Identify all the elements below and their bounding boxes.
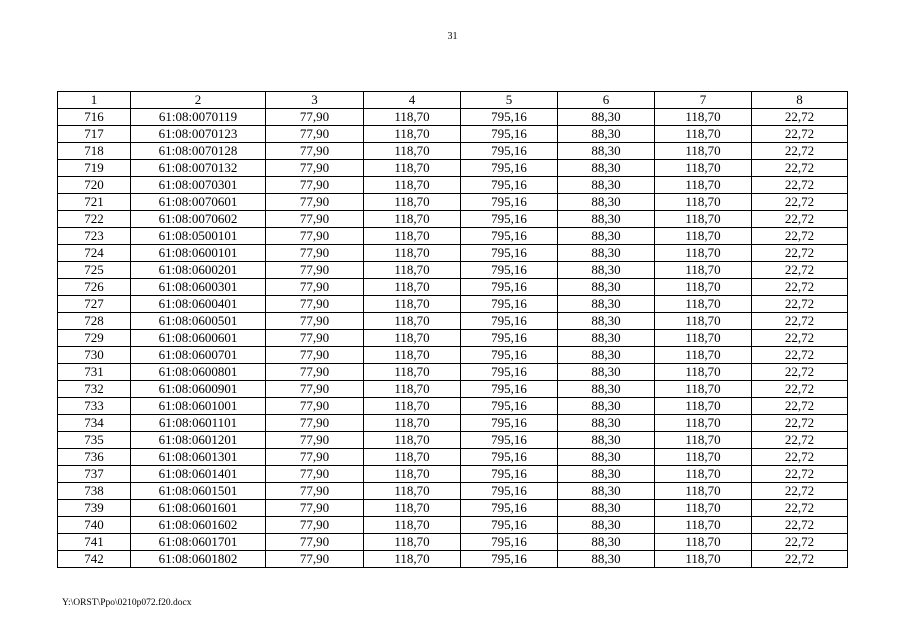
table-row: [58, 534, 848, 551]
table-cell: 742: [58, 551, 131, 568]
table-cell: 118,70: [364, 534, 461, 551]
table-row: [58, 279, 848, 296]
table-cell: 61:08:0070128: [131, 143, 266, 160]
page-number: 31: [447, 31, 458, 42]
table-cell: 61:08:0601301: [131, 449, 266, 466]
table-cell: 22,72: [752, 398, 848, 415]
table-cell: 77,90: [266, 330, 364, 347]
table-cell: 88,30: [558, 415, 655, 432]
table-cell: 118,70: [364, 109, 461, 126]
table-cell: 88,30: [558, 177, 655, 194]
table-cell: 22,72: [752, 296, 848, 313]
table-cell: 88,30: [558, 551, 655, 568]
table-cell: 88,30: [558, 245, 655, 262]
table-cell: 22,72: [752, 415, 848, 432]
table-cell: 118,70: [364, 211, 461, 228]
table-cell: 77,90: [266, 466, 364, 483]
table-cell: 22,72: [752, 432, 848, 449]
table-row: [58, 211, 848, 228]
column-header: 4: [364, 92, 461, 109]
table-cell: 118,70: [655, 160, 752, 177]
table-cell: 22,72: [752, 364, 848, 381]
table-body: [58, 109, 848, 568]
table-cell: 22,72: [752, 313, 848, 330]
table-cell: 77,90: [266, 432, 364, 449]
table-cell: 718: [58, 143, 131, 160]
table-cell: 723: [58, 228, 131, 245]
table-cell: 77,90: [266, 126, 364, 143]
table-cell: 118,70: [655, 245, 752, 262]
table-cell: 22,72: [752, 551, 848, 568]
table-cell: 88,30: [558, 517, 655, 534]
table-cell: 22,72: [752, 109, 848, 126]
table-cell: 61:08:0600301: [131, 279, 266, 296]
table-cell: 118,70: [655, 211, 752, 228]
table-cell: 61:08:0600101: [131, 245, 266, 262]
table-cell: 61:08:0070601: [131, 194, 266, 211]
table-cell: 118,70: [655, 551, 752, 568]
table-cell: 795,16: [461, 279, 558, 296]
column-header: 6: [558, 92, 655, 109]
table-cell: 795,16: [461, 415, 558, 432]
table-cell: 77,90: [266, 398, 364, 415]
table-cell: 61:08:0070132: [131, 160, 266, 177]
table-cell: 795,16: [461, 466, 558, 483]
table-cell: 77,90: [266, 109, 364, 126]
table-cell: 22,72: [752, 126, 848, 143]
table-cell: 118,70: [364, 296, 461, 313]
table-cell: 61:08:0070602: [131, 211, 266, 228]
table-cell: 77,90: [266, 194, 364, 211]
table-cell: 118,70: [655, 143, 752, 160]
table-cell: 61:08:0601602: [131, 517, 266, 534]
table-cell: 118,70: [364, 313, 461, 330]
table-cell: 118,70: [655, 279, 752, 296]
table-cell: 795,16: [461, 228, 558, 245]
table-cell: 22,72: [752, 381, 848, 398]
table-cell: 739: [58, 500, 131, 517]
table-cell: 795,16: [461, 160, 558, 177]
table-cell: 730: [58, 347, 131, 364]
table-cell: 795,16: [461, 517, 558, 534]
table-cell: 88,30: [558, 296, 655, 313]
table-cell: 88,30: [558, 500, 655, 517]
table-cell: 77,90: [266, 415, 364, 432]
table-cell: 795,16: [461, 500, 558, 517]
table-cell: 118,70: [655, 517, 752, 534]
table-row: [58, 177, 848, 194]
table-cell: 61:08:0601501: [131, 483, 266, 500]
table-cell: 77,90: [266, 347, 364, 364]
table-cell: 22,72: [752, 500, 848, 517]
table-cell: 118,70: [364, 143, 461, 160]
table-cell: 735: [58, 432, 131, 449]
table-cell: 741: [58, 534, 131, 551]
table-cell: 719: [58, 160, 131, 177]
table-cell: 61:08:0601001: [131, 398, 266, 415]
table-cell: 22,72: [752, 347, 848, 364]
table-header-row: [58, 92, 848, 109]
table-cell: 118,70: [364, 500, 461, 517]
table-cell: 88,30: [558, 483, 655, 500]
table-cell: 795,16: [461, 551, 558, 568]
table-cell: 118,70: [364, 381, 461, 398]
table-cell: 88,30: [558, 381, 655, 398]
table-cell: 721: [58, 194, 131, 211]
table-cell: 77,90: [266, 364, 364, 381]
table-cell: 737: [58, 466, 131, 483]
table-cell: 731: [58, 364, 131, 381]
table-cell: 77,90: [266, 449, 364, 466]
table-cell: 61:08:0600501: [131, 313, 266, 330]
table-cell: 795,16: [461, 364, 558, 381]
table-cell: 726: [58, 279, 131, 296]
table-cell: 795,16: [461, 245, 558, 262]
table-cell: 795,16: [461, 347, 558, 364]
table-cell: 88,30: [558, 160, 655, 177]
table-cell: 88,30: [558, 466, 655, 483]
table-cell: 795,16: [461, 330, 558, 347]
table-row: [58, 228, 848, 245]
table-cell: 22,72: [752, 211, 848, 228]
table-cell: 118,70: [655, 381, 752, 398]
table-cell: 118,70: [655, 126, 752, 143]
column-header: 1: [58, 92, 131, 109]
table-cell: 720: [58, 177, 131, 194]
table-cell: 118,70: [364, 347, 461, 364]
table-cell: 88,30: [558, 126, 655, 143]
table-cell: 118,70: [364, 262, 461, 279]
table-cell: 77,90: [266, 313, 364, 330]
table-cell: 118,70: [364, 177, 461, 194]
table-cell: 795,16: [461, 381, 558, 398]
table-row: [58, 143, 848, 160]
table-cell: 740: [58, 517, 131, 534]
table-cell: 736: [58, 449, 131, 466]
table-cell: 22,72: [752, 245, 848, 262]
table-cell: 795,16: [461, 211, 558, 228]
table-row: [58, 262, 848, 279]
table-cell: 77,90: [266, 483, 364, 500]
table-row: [58, 551, 848, 568]
table-cell: 722: [58, 211, 131, 228]
table-cell: 118,70: [655, 398, 752, 415]
table-cell: 77,90: [266, 500, 364, 517]
table-cell: 118,70: [364, 415, 461, 432]
table-cell: 77,90: [266, 296, 364, 313]
table-cell: 795,16: [461, 143, 558, 160]
table-row: [58, 194, 848, 211]
table-cell: 118,70: [655, 194, 752, 211]
column-header: 2: [131, 92, 266, 109]
table-cell: 118,70: [364, 160, 461, 177]
table-row: [58, 245, 848, 262]
table-cell: 61:08:0070119: [131, 109, 266, 126]
table-cell: 88,30: [558, 449, 655, 466]
table-row: [58, 398, 848, 415]
table-cell: 795,16: [461, 262, 558, 279]
table-cell: 22,72: [752, 517, 848, 534]
table-cell: 118,70: [655, 109, 752, 126]
column-header: 5: [461, 92, 558, 109]
table-cell: 118,70: [364, 330, 461, 347]
table-cell: 717: [58, 126, 131, 143]
table-cell: 729: [58, 330, 131, 347]
table-cell: 795,16: [461, 534, 558, 551]
table-cell: 118,70: [655, 228, 752, 245]
table-cell: 118,70: [655, 330, 752, 347]
table-row: [58, 364, 848, 381]
table-cell: 734: [58, 415, 131, 432]
table-cell: 795,16: [461, 483, 558, 500]
table-cell: 118,70: [655, 449, 752, 466]
table-cell: 88,30: [558, 194, 655, 211]
table-cell: 118,70: [364, 398, 461, 415]
table-cell: 118,70: [364, 279, 461, 296]
table-row: [58, 330, 848, 347]
table-cell: 77,90: [266, 177, 364, 194]
table-row: [58, 415, 848, 432]
table-cell: 733: [58, 398, 131, 415]
table-cell: 118,70: [364, 432, 461, 449]
table-row: [58, 109, 848, 126]
table-cell: 61:08:0070123: [131, 126, 266, 143]
table-cell: 61:08:0600601: [131, 330, 266, 347]
table-cell: 118,70: [655, 262, 752, 279]
table-cell: 118,70: [655, 347, 752, 364]
table-cell: 61:08:0600701: [131, 347, 266, 364]
table-cell: 77,90: [266, 211, 364, 228]
table-cell: 118,70: [364, 551, 461, 568]
table-cell: 118,70: [655, 483, 752, 500]
table-cell: 118,70: [655, 500, 752, 517]
table-cell: 88,30: [558, 262, 655, 279]
table-cell: 22,72: [752, 534, 848, 551]
table-cell: 88,30: [558, 143, 655, 160]
table-cell: 77,90: [266, 279, 364, 296]
table-cell: 77,90: [266, 517, 364, 534]
table-cell: 88,30: [558, 534, 655, 551]
table-cell: 22,72: [752, 177, 848, 194]
table-cell: 61:08:0600401: [131, 296, 266, 313]
table-cell: 118,70: [364, 517, 461, 534]
table-cell: 77,90: [266, 381, 364, 398]
table-cell: 118,70: [655, 415, 752, 432]
table-cell: 118,70: [655, 432, 752, 449]
table-cell: 77,90: [266, 143, 364, 160]
table-cell: 118,70: [655, 296, 752, 313]
column-header: 8: [752, 92, 848, 109]
table-row: [58, 432, 848, 449]
table-cell: 725: [58, 262, 131, 279]
table-cell: 88,30: [558, 279, 655, 296]
table-cell: 22,72: [752, 330, 848, 347]
table-cell: 22,72: [752, 449, 848, 466]
table-cell: 61:08:0600901: [131, 381, 266, 398]
data-table: [57, 91, 848, 568]
table-cell: 22,72: [752, 143, 848, 160]
footer-file-path: Y:\ORST\Ppo\0210p072.f20.docx: [62, 598, 192, 608]
table-cell: 88,30: [558, 347, 655, 364]
table-cell: 61:08:0601401: [131, 466, 266, 483]
table-cell: 61:08:0600801: [131, 364, 266, 381]
table-cell: 795,16: [461, 313, 558, 330]
table-cell: 118,70: [655, 313, 752, 330]
table-cell: 61:08:0070301: [131, 177, 266, 194]
table-row: [58, 347, 848, 364]
table-cell: 118,70: [364, 466, 461, 483]
table-cell: 795,16: [461, 194, 558, 211]
table-cell: 728: [58, 313, 131, 330]
table-cell: 61:08:0601101: [131, 415, 266, 432]
table-cell: 118,70: [655, 177, 752, 194]
table-cell: 795,16: [461, 296, 558, 313]
table-row: [58, 160, 848, 177]
table-cell: 22,72: [752, 228, 848, 245]
table-row: [58, 313, 848, 330]
table-cell: 22,72: [752, 194, 848, 211]
table-cell: 118,70: [364, 228, 461, 245]
table-cell: 77,90: [266, 551, 364, 568]
table-cell: 795,16: [461, 432, 558, 449]
table-cell: 118,70: [655, 364, 752, 381]
table-cell: 795,16: [461, 109, 558, 126]
table-cell: 77,90: [266, 228, 364, 245]
table-cell: 88,30: [558, 109, 655, 126]
table-cell: 88,30: [558, 432, 655, 449]
table-cell: 795,16: [461, 449, 558, 466]
table-cell: 118,70: [364, 194, 461, 211]
table-row: [58, 296, 848, 313]
table-row: [58, 517, 848, 534]
table-cell: 77,90: [266, 245, 364, 262]
table-cell: 118,70: [364, 483, 461, 500]
table-cell: 88,30: [558, 398, 655, 415]
table-cell: 118,70: [364, 364, 461, 381]
table-cell: 77,90: [266, 534, 364, 551]
table-cell: 118,70: [655, 466, 752, 483]
table-cell: 88,30: [558, 313, 655, 330]
column-header: 7: [655, 92, 752, 109]
table-cell: 77,90: [266, 262, 364, 279]
table-cell: 61:08:0601701: [131, 534, 266, 551]
table-cell: 77,90: [266, 160, 364, 177]
table-cell: 22,72: [752, 279, 848, 296]
table-cell: 118,70: [364, 449, 461, 466]
column-header: 3: [266, 92, 364, 109]
table-cell: 61:08:0601601: [131, 500, 266, 517]
table-cell: 22,72: [752, 160, 848, 177]
table-cell: 738: [58, 483, 131, 500]
table-cell: 795,16: [461, 126, 558, 143]
table-cell: 795,16: [461, 177, 558, 194]
table-cell: 88,30: [558, 211, 655, 228]
table-row: [58, 449, 848, 466]
table-row: [58, 483, 848, 500]
table-cell: 727: [58, 296, 131, 313]
table-cell: 795,16: [461, 398, 558, 415]
table-cell: 61:08:0600201: [131, 262, 266, 279]
table-row: [58, 500, 848, 517]
table-cell: 22,72: [752, 483, 848, 500]
table-cell: 22,72: [752, 466, 848, 483]
table-cell: 724: [58, 245, 131, 262]
table-cell: 22,72: [752, 262, 848, 279]
table-cell: 118,70: [655, 534, 752, 551]
table-cell: 61:08:0500101: [131, 228, 266, 245]
table-cell: 88,30: [558, 228, 655, 245]
table-row: [58, 126, 848, 143]
table-row: [58, 466, 848, 483]
table-cell: 61:08:0601802: [131, 551, 266, 568]
table-cell: 118,70: [364, 126, 461, 143]
table-cell: 732: [58, 381, 131, 398]
table-cell: 716: [58, 109, 131, 126]
table-cell: 88,30: [558, 330, 655, 347]
table-cell: 61:08:0601201: [131, 432, 266, 449]
table-cell: 88,30: [558, 364, 655, 381]
table-cell: 118,70: [364, 245, 461, 262]
table-row: [58, 381, 848, 398]
